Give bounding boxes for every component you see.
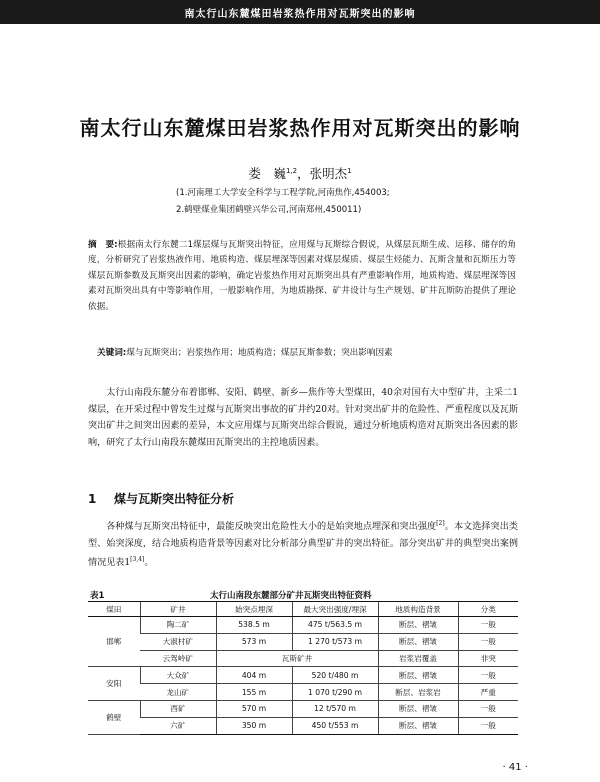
col-header-class: 分类 bbox=[458, 602, 518, 617]
mine-cell: 六矿 bbox=[140, 717, 216, 734]
table-row bbox=[88, 617, 518, 634]
depth-cell: 404 m bbox=[216, 667, 292, 684]
keywords-label: 关键词: bbox=[97, 348, 127, 358]
table-title: 太行山南段东麓部分矿井瓦斯突出特征资料 bbox=[210, 591, 372, 601]
mine-cell: 陶二矿 bbox=[140, 617, 216, 634]
table-row bbox=[88, 650, 518, 667]
intensity-cell: 450 t/553 m bbox=[292, 717, 378, 734]
depth-cell: 570 m bbox=[216, 700, 292, 717]
coalfield-cell: 邯郸 bbox=[88, 617, 140, 667]
author-1-affiliation-mark: 1,2 bbox=[285, 166, 298, 175]
table-row bbox=[88, 684, 518, 701]
keywords bbox=[97, 346, 517, 358]
para-text-c: 。 bbox=[144, 558, 154, 569]
geology-cell: 断层、褶皱 bbox=[378, 617, 458, 634]
coalfield-cell: 安阳 bbox=[88, 667, 140, 701]
mine-cell: 大淑村矿 bbox=[140, 633, 216, 650]
geology-cell: 断层、褶皱 bbox=[378, 700, 458, 717]
depth-cell: 350 m bbox=[216, 717, 292, 734]
class-cell: 非突 bbox=[458, 650, 518, 667]
intensity-cell: 520 t/480 m bbox=[292, 667, 378, 684]
col-header-intensity: 最大突出强度/埋深 bbox=[292, 602, 378, 617]
intensity-cell: 1 270 t/573 m bbox=[292, 633, 378, 650]
table-row bbox=[88, 700, 518, 717]
intensity-cell: 12 t/570 m bbox=[292, 700, 378, 717]
affiliation-2: 2.鹤壁煤业集团鹤壁兴华公司,河南郑州,450011) bbox=[176, 205, 362, 215]
class-cell: 严重 bbox=[458, 684, 518, 701]
section-paragraph bbox=[88, 516, 518, 572]
table-label: 表1 bbox=[90, 591, 105, 601]
affiliation-1: (1.河南理工大学安全科学与工程学院,河南焦作,454003; bbox=[176, 188, 390, 198]
author-separator: ， bbox=[297, 166, 310, 181]
author-1: 娄 巍 bbox=[248, 166, 286, 181]
section-title: 煤与瓦斯突出特征分析 bbox=[114, 492, 235, 506]
author-2-affiliation-mark: 1 bbox=[347, 166, 352, 175]
intensity-cell: 475 t/563.5 m bbox=[292, 617, 378, 634]
depth-cell: 538.5 m bbox=[216, 617, 292, 634]
abstract bbox=[88, 238, 516, 315]
section-heading bbox=[88, 490, 234, 507]
class-cell: 一般 bbox=[458, 633, 518, 650]
citation-ref-1[interactable]: [2] bbox=[436, 520, 445, 527]
running-header-bar bbox=[0, 0, 600, 24]
class-cell: 一般 bbox=[458, 667, 518, 684]
col-header-depth: 始突点埋深 bbox=[216, 602, 292, 617]
keywords-text: 煤与瓦斯突出；岩浆热作用；地质构造；煤层瓦斯参数；突出影响因素 bbox=[126, 348, 393, 358]
intro-paragraph: 太行山南段东麓分布着邯郸、安阳、鹤壁、新乡—焦作等大型煤田，40余对国有大中型矿井，主采二1煤层，在开采过程中曾发生过煤与瓦斯突出事故的矿井约20对。针对突出矿井的危险性、严重程度以及瓦斯突出矿井之间突出因素的差异，本文应用煤与瓦斯突出综合假说，通过分析地质构造对瓦斯突出各因素的影响，研究了太行山南段东麓煤田瓦斯突出的主控地质因素。 bbox=[88, 388, 518, 448]
class-cell: 一般 bbox=[458, 700, 518, 717]
mine-cell: 大众矿 bbox=[140, 667, 216, 684]
mine-cell: 云驾岭矿 bbox=[140, 650, 216, 667]
coalfield-cell: 鹤壁 bbox=[88, 700, 140, 734]
mine-cell: 西矿 bbox=[140, 700, 216, 717]
geology-cell: 断层、岩浆岩 bbox=[378, 684, 458, 701]
page-number: · 41 · bbox=[502, 762, 528, 773]
citation-ref-2[interactable]: [3,4] bbox=[130, 556, 145, 564]
col-header-field: 煤田 bbox=[88, 602, 140, 617]
abstract-label: 摘 要: bbox=[88, 240, 118, 250]
para-text-b: 。本文选择突出类型、始突深度，结合地质构造背景等因素对比分析部分典型矿井的突出特征。部分突出矿井的典型突出案例情况见表1 bbox=[88, 522, 518, 569]
table-row bbox=[88, 667, 518, 684]
running-header-title: 南太行山东麓煤田岩浆热作用对瓦斯突出的影响 bbox=[184, 9, 416, 20]
article-title: 南太行山东麓煤田岩浆热作用对瓦斯突出的影响 bbox=[79, 116, 521, 140]
class-cell: 一般 bbox=[458, 717, 518, 734]
intensity-cell: 1 070 t/290 m bbox=[292, 684, 378, 701]
table-header-row bbox=[88, 602, 518, 617]
class-cell: 一般 bbox=[458, 617, 518, 634]
col-header-mine: 矿井 bbox=[140, 602, 216, 617]
geology-cell: 岩浆岩覆盖 bbox=[378, 650, 458, 667]
geology-cell: 断层、褶皱 bbox=[378, 667, 458, 684]
table-row bbox=[88, 633, 518, 650]
para-text-a: 各种煤与瓦斯突出特征中，最能反映突出危险性大小的是始突地点埋深和突出强度 bbox=[106, 522, 437, 533]
outburst-table bbox=[88, 601, 518, 735]
depth-cell: 155 m bbox=[216, 684, 292, 701]
author-line bbox=[0, 164, 600, 182]
section-number: 1 bbox=[88, 492, 97, 506]
abstract-text: 根据南太行东麓二1煤层煤与瓦斯突出特征，应用煤与瓦斯综合假说，从煤层瓦斯生成、运移、储存的角度，分析研究了岩浆热液作用、地质构造、煤层埋深等因素对煤层煤质、煤层生烃能力、瓦斯含量和瓦斯压力等煤层瓦斯参数及瓦斯突出因素的影响，确定岩浆热作用对瓦斯突出具有严重影响作用，地质构造、煤层埋深等因素对瓦斯突出具有中等影响作用，一般影响作用，为地质勘探、矿井设计与生产规划、矿井瓦斯防治提供了理论依据。 bbox=[88, 240, 516, 312]
geology-cell: 断层、褶皱 bbox=[378, 717, 458, 734]
mine-cell: 龙山矿 bbox=[140, 684, 216, 701]
col-header-geology: 地质构造背景 bbox=[378, 602, 458, 617]
merged-cell: 瓦斯矿井 bbox=[216, 650, 378, 667]
table-row bbox=[88, 717, 518, 734]
depth-cell: 573 m bbox=[216, 633, 292, 650]
author-2: 张明杰 bbox=[309, 166, 348, 181]
geology-cell: 断层、褶皱 bbox=[378, 633, 458, 650]
